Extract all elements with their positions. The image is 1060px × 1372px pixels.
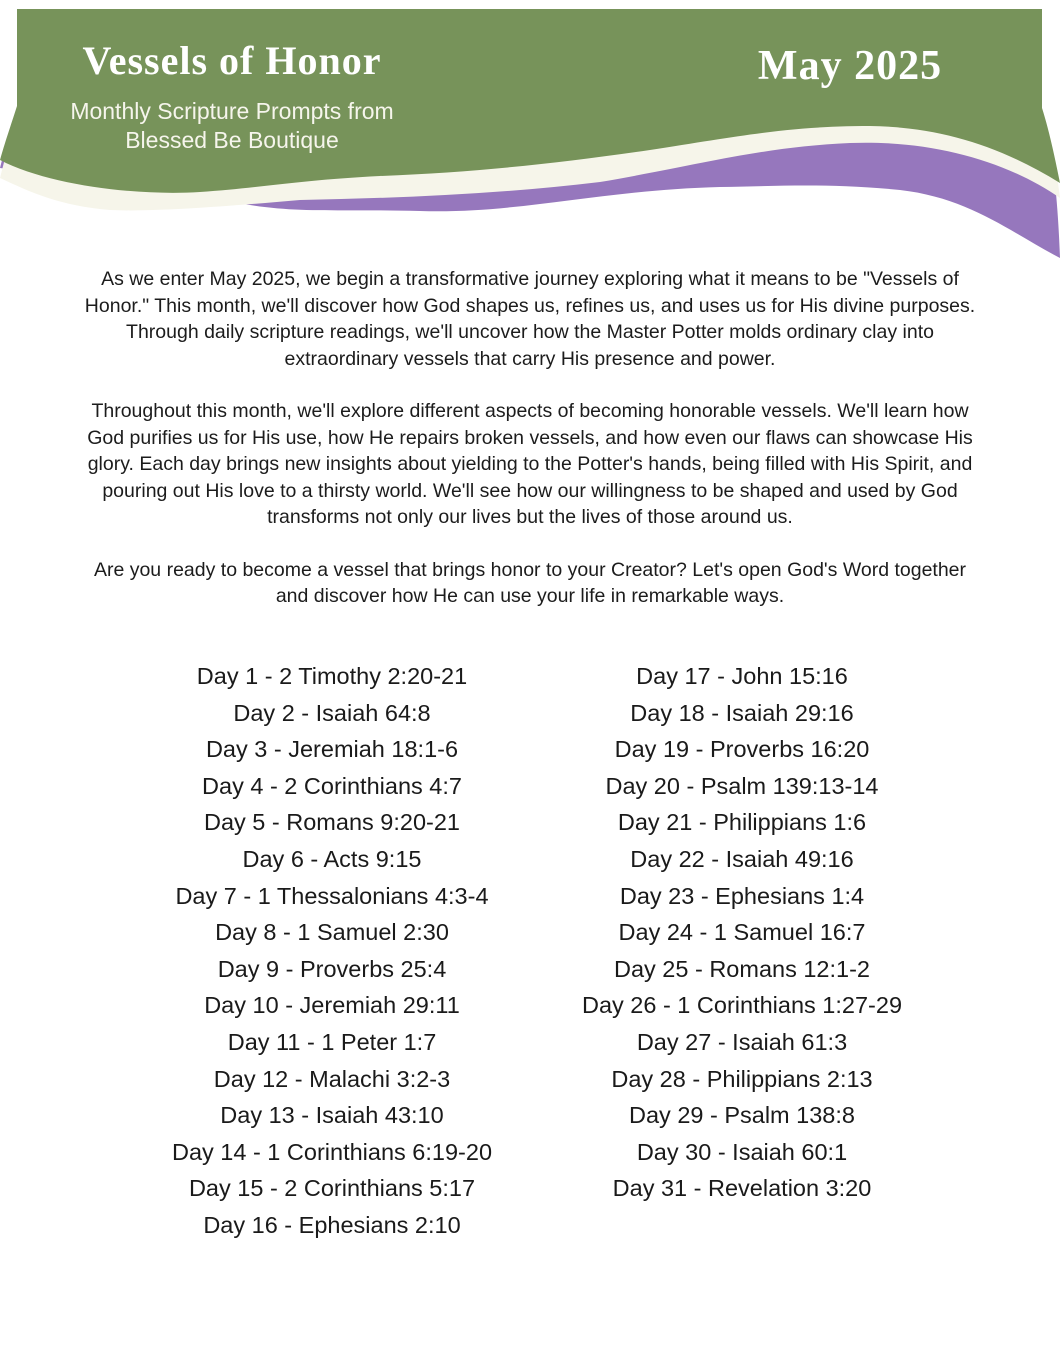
day-entry: Day 31 - Revelation 3:20: [612, 1175, 872, 1202]
intro-paragraph-1: As we enter May 2025, we begin a transformative journey exploring what it means to be "Vessels of Honor." This month, we'll discover how God shapes us, refines us, and uses us for His divine purposes. Through daily scripture readings, we'll uncover how the Master Potter molds ordinary clay into extraordinary vessels that carry His presence and power.: [84, 268, 976, 370]
header-left-block: [52, 38, 412, 155]
day-entry: Day 7 - 1 Thessalonians 4:3-4: [175, 882, 489, 909]
day-entry: Day 9 - Proverbs 25:4: [217, 955, 447, 982]
day-entry: Day 13 - Isaiah 43:10: [220, 1102, 444, 1129]
subtitle-line-2: Blessed Be Boutique: [125, 127, 339, 153]
day-entry: Day 23 - Ephesians 1:4: [619, 882, 865, 909]
day-entry: Day 12 - Malachi 3:2-3: [213, 1065, 451, 1092]
day-entry: Day 2 - Isaiah 64:8: [233, 699, 431, 726]
day-entry: Day 5 - Romans 9:20-21: [203, 809, 460, 836]
day-entry: Day 21 - Philippians 1:6: [617, 809, 867, 836]
day-entry: Day 19 - Proverbs 16:20: [614, 736, 870, 763]
schedule-right-column: [537, 658, 947, 1244]
day-entry: Day 8 - 1 Samuel 2:30: [215, 919, 449, 946]
intro-paragraph-2: Throughout this month, we'll explore different aspects of becoming honorable vessels. We'll learn how God purifies us for His use, how He repairs broken vessels, and how even our flaws can showcase His glory. Each day brings new insights about yielding to the Potter's hands, being filled with His Spirit, and pouring out His love to a thirsty world. We'll see how our willingness to be shaped and used by God transforms not only our lives but the lives of those around us.: [87, 400, 973, 528]
day-entry: Day 11 - 1 Peter 1:7: [227, 1028, 437, 1055]
day-entry: Day 27 - Isaiah 61:3: [636, 1028, 848, 1055]
day-entry: Day 29 - Psalm 138:8: [629, 1102, 855, 1129]
day-entry: Day 3 - Jeremiah 18:1-6: [205, 736, 459, 763]
day-entry: Day 14 - 1 Corinthians 6:19-20: [171, 1138, 493, 1165]
day-entry: Day 30 - Isaiah 60:1: [636, 1138, 848, 1165]
day-entry: Day 24 - 1 Samuel 16:7: [618, 919, 866, 946]
day-entry: Day 6 - Acts 9:15: [242, 845, 422, 872]
day-entry: Day 26 - 1 Corinthians 1:27-29: [581, 992, 903, 1019]
page-subtitle: [52, 97, 412, 155]
day-entry: Day 17 - John 15:16: [636, 663, 848, 689]
day-entry: Day 20 - Psalm 139:13-14: [605, 772, 879, 799]
subtitle-line-1: Monthly Scripture Prompts from: [70, 98, 394, 124]
day-entry: Day 10 - Jeremiah 29:11: [204, 992, 460, 1019]
day-entry: Day 28 - Philippians 2:13: [611, 1065, 873, 1092]
day-entry: Day 22 - Isaiah 49:16: [630, 845, 854, 872]
day-entry: Day 16 - Ephesians 2:10: [203, 1211, 461, 1238]
header-month-year: May 2025: [757, 43, 943, 89]
day-entry: Day 15 - 2 Corinthians 5:17: [188, 1175, 476, 1202]
page-title: Vessels of Honor: [82, 38, 382, 83]
day-entry: Day 25 - Romans 12:1-2: [613, 955, 870, 982]
intro-paragraph-3: Are you ready to become a vessel that brings honor to your Creator? Let's open God's Word together and discover how He can use your life in remarkable ways.: [93, 558, 967, 607]
day-entry: Day 1 - 2 Timothy 2:20-21: [196, 663, 468, 689]
intro-section: [75, 266, 985, 636]
daily-scripture-list: [127, 658, 947, 1244]
day-entry: Day 18 - Isaiah 29:16: [630, 699, 854, 726]
schedule-left-column: [127, 658, 537, 1244]
day-entry: Day 4 - 2 Corinthians 4:7: [202, 772, 462, 799]
